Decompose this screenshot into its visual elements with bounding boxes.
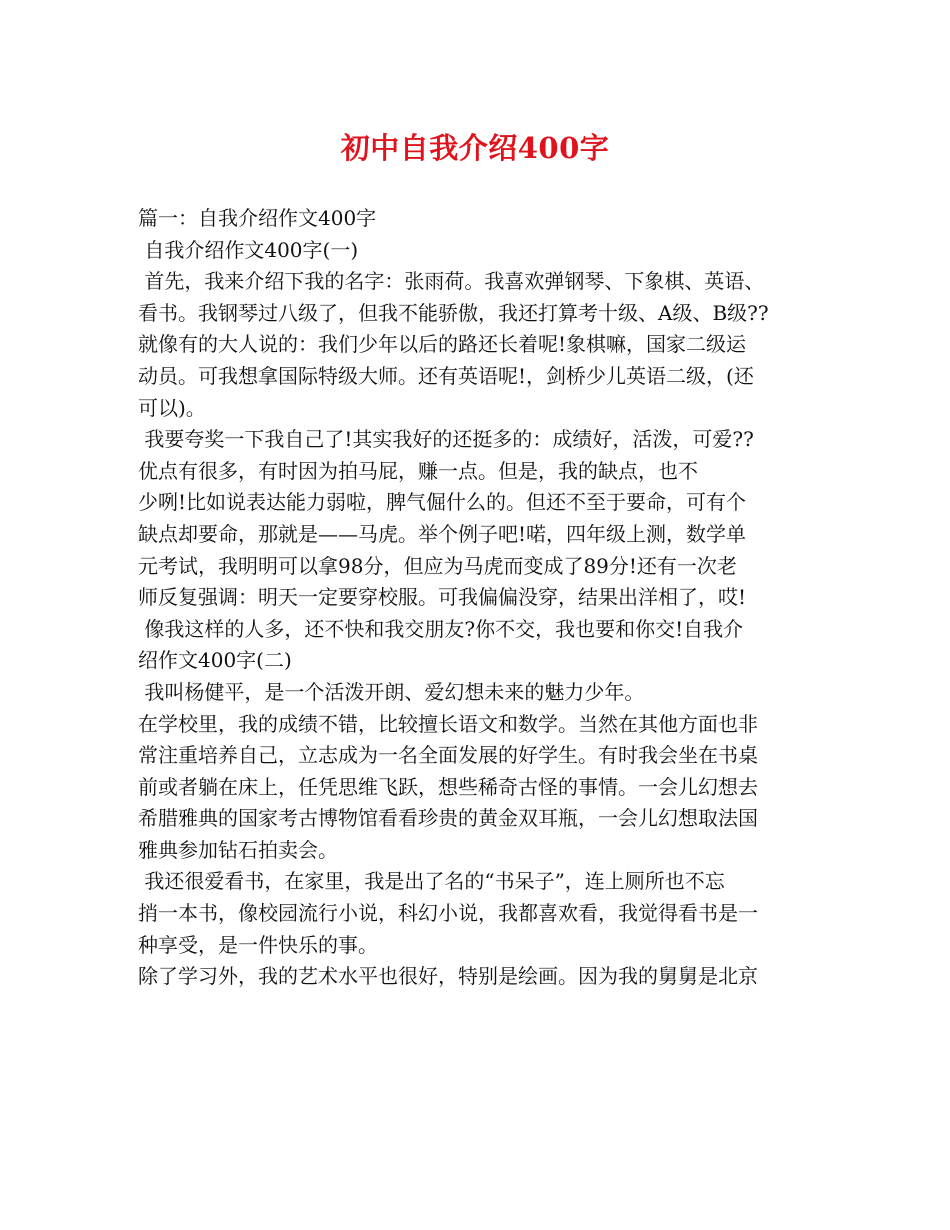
text-line-heading-1: 篇一：自我介绍作文400字 xyxy=(138,206,377,230)
text-line: 动员。可我想拿国际特级大师。还有英语呢!，剑桥少儿英语二级，(还 xyxy=(138,363,754,388)
text-line: 首先，我来介绍下我的名字：张雨荷。我喜欢弹钢琴、下象棋、英语、 xyxy=(138,269,765,294)
page-title: 初中自我介绍400字 xyxy=(340,131,610,165)
text-line: 我叫杨健平，是一个活泼开朗、爱幻想未来的魅力少年。 xyxy=(138,679,645,704)
text-line: 雅典参加钻石拍卖会。 xyxy=(138,837,338,862)
text-line: 在学校里，我的成绩不错，比较擅长语文和数学。当然在其他方面也非 xyxy=(138,711,758,736)
text-line: 师反复强调：明天一定要穿校服。可我偏偏没穿，结果出洋相了，哎! xyxy=(138,585,747,610)
text-line: 我要夸奖一下我自己了!其实我好的还挺多的：成绩好，活泼，可爱?? xyxy=(138,427,754,452)
text-line: 像我这样的人多，还不快和我交朋友?你不交，我也要和你交!自我介 xyxy=(138,616,744,641)
text-line: 缺点却要命，那就是——马虎。举个例子吧!喏，四年级上测，数学单 xyxy=(138,521,747,546)
text-line: 看书。我钢琴过八级了，但我不能骄傲，我还打算考十级、A级、B级?? xyxy=(138,300,769,325)
text-line: 元考试，我明明可以拿98分，但应为马虎而变成了89分!还有一次老 xyxy=(138,553,737,578)
text-line: 前或者躺在床上，任凭思维飞跃，想些稀奇古怪的事情。一会儿幻想去 xyxy=(138,774,758,799)
text-line: 捎一本书，像校园流行小说，科幻小说，我都喜欢看，我觉得看书是一 xyxy=(138,901,758,926)
text-line: 希腊雅典的国家考古博物馆看看珍贵的黄金双耳瓶，一会儿幻想取法国 xyxy=(138,806,758,831)
text-line: 可以)。 xyxy=(138,395,206,420)
text-line: 常注重培养自己，立志成为一名全面发展的好学生。有时我会坐在书桌 xyxy=(138,743,758,768)
text-line: 就像有的大人说的：我们少年以后的路还长着呢!象棋嘛，国家二级运 xyxy=(138,332,747,357)
text-line: 除了学习外，我的艺术水平也很好，特别是绘画。因为我的舅舅是北京 xyxy=(138,964,758,989)
text-line-subheading-1: 自我介绍作文400字(一) xyxy=(138,237,359,262)
text-line: 优点有很多，有时因为拍马屁，赚一点。但是，我的缺点，也不 xyxy=(138,458,698,483)
document-body xyxy=(138,203,828,993)
text-line-subheading-2: 绍作文400字(二) xyxy=(138,648,292,673)
text-line: 少咧!比如说表达能力弱啦，脾气倔什么的。但还不至于要命，可有个 xyxy=(138,490,747,515)
text-line: 种享受，是一件快乐的事。 xyxy=(138,932,378,957)
text-line: 我还很爱看书，在家里，我是出了名的“书呆子”，连上厕所也不忘 xyxy=(138,869,725,894)
